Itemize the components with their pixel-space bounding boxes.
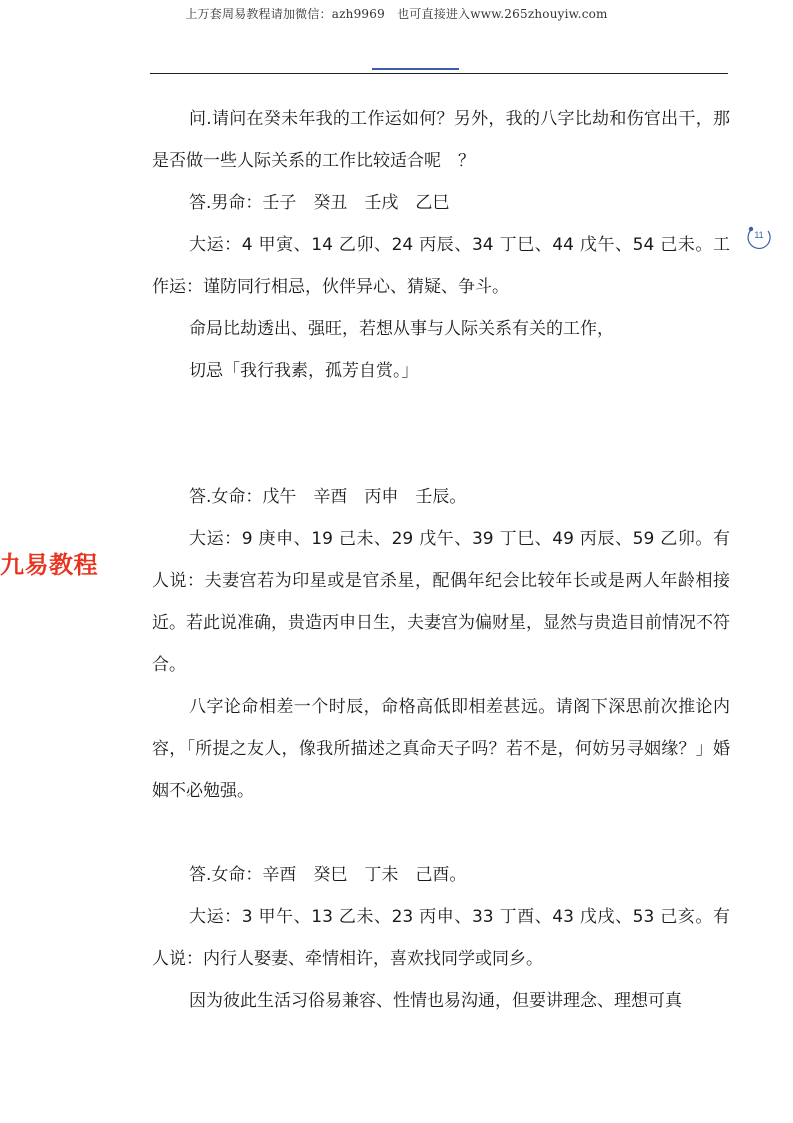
answer-chart-male: 答.男命：壬子 癸丑 壬戌 乙巳 [189,193,450,213]
luck-cycle-paragraph-2: 大运：9 庚申、19 己未、29 戊午、39 丁巳、49 丙辰、59 乙卯。有人说：夫妻宫若为印星或是官杀星，配偶年纪会比较年长或是两人年龄相接近。若此说准确，贵造丙申日生，夫妻宫为偏财星，显然与贵造目前情况不符合。 [152,529,730,675]
advice-paragraph: 切忌「我行我素，孤芳自赏。」 [189,361,419,381]
analysis-paragraph-3: 因为彼此生活习俗易兼容、性情也易沟通，但要讲理念、理想可真 [189,991,682,1011]
analysis-paragraph-2: 八字论命相差一个时辰，命格高低即相差甚远。请阁下深思前次推论内容，「所提之友人，像我所描述之真命天子吗？若不是，何妨另寻姻缘？」婚姻不必勉强。 [152,697,730,801]
luck-cycle-paragraph-3: 大运：3 甲午、13 乙未、23 丙申、33 丁酉、43 戊戌、53 己亥。有人说：内行人娶妻、牵情相许，喜欢找同学或同乡。 [152,907,730,969]
question-paragraph: 问.请问在癸未年我的工作运如何？另外，我的八字比劫和伤官出干，那是否做一些人际关系的工作比较适合呢 ？ [152,109,730,171]
header-divider [150,73,728,74]
luck-cycle-paragraph: 大运：4 甲寅、14 乙卯、24 丙辰、34 丁巳、44 戊午、54 己未。工作运：谨防同行相忌，伙伴异心、猜疑、争斗。 [152,235,730,297]
page-header: 上万套周易教程请加微信：azh9969 也可直接进入www.265zhouyiw.com [185,7,608,21]
analysis-paragraph: 命局比劫透出、强旺，若想从事与人际关系有关的工作， [189,319,614,339]
watermark-logo: 九易教程 [0,551,98,579]
answer-chart-female-1: 答.女命：戊午 辛酉 丙申 壬辰。 [189,487,467,507]
page-number-badge [746,225,770,249]
document-body [152,98,730,1022]
page-number: 11 [754,230,764,240]
section-gap [152,812,730,854]
header-accent-line [372,68,459,70]
section-gap [152,392,730,476]
answer-chart-female-2: 答.女命：辛酉 癸巳 丁未 己酉。 [189,865,467,885]
